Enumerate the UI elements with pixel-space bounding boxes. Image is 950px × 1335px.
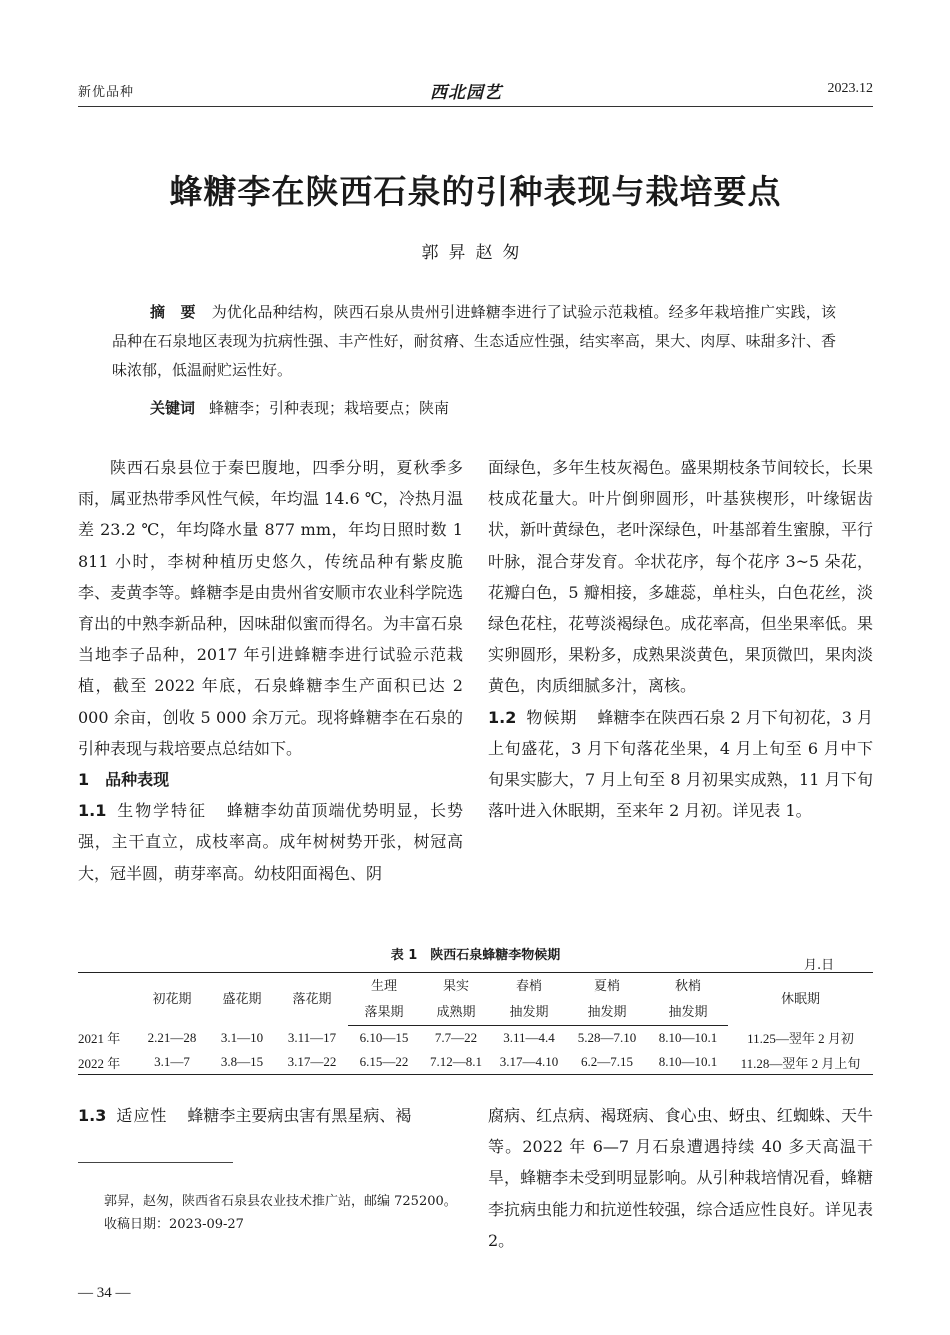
- table-header-autumn-shoot-2: 抽发期: [648, 999, 728, 1026]
- subsection-1-1: [78, 795, 463, 889]
- subsection-1-2-text: 蜂糖李在陕西石泉 2 月下旬初花，3 月上旬盛花，3 月下旬落花坐果，4 月上旬至 6 月中下旬果实膨大，7 月上旬至 8 月初果实成熟，11 月下旬落叶进入休眠期，至来年 2 月初。详见表 1。: [488, 707, 873, 821]
- table-header-summer-shoot-1: 夏梢: [566, 973, 648, 1000]
- table-cell: 11.25—翌年 2 月初: [747, 1031, 854, 1047]
- keywords-label: 关键词: [150, 399, 196, 417]
- table-cell: 2.21—28: [147, 1029, 197, 1045]
- table-header-full-bloom: 盛花期: [208, 973, 276, 1026]
- table-header-year: [78, 973, 136, 1026]
- table-unit: 月.日: [804, 958, 835, 973]
- table-cell: 3.17—4.10: [492, 1050, 566, 1075]
- table-header-autumn-shoot-1: 秋梢: [648, 973, 728, 1000]
- article-title: 蜂糖李在陕西石泉的引种表现与栽培要点: [169, 172, 782, 211]
- intro-paragraph: 陕西石泉县位于秦巴腹地，四季分明，夏秋季多雨，属亚热带季风性气候，年均温 14.6 ℃，冷热月温差 23.2 ℃，年均降水量 877 mm，年均日照时数 1 811 小时，李树种植历史悠久，传统品种有紫皮脆李、麦黄李等。蜂糖李是由贵州省安顺市农业科学院选育出的中熟李新品种，因味甜似蜜而得名。为丰富石泉当地李子品种，2017 年引进蜂糖李进行试验示范栽植，截至 2022 年底，石泉蜂糖李生产面积已达 2 000 余亩，创收 5 000 余万元。现将蜂糖李在石泉的引种表现与栽培要点总结如下。: [78, 458, 463, 758]
- table-cell: 3.8—15: [208, 1050, 276, 1075]
- body-column-left: [78, 452, 463, 889]
- subsection-1-1-continued: 面绿色，多年生枝灰褐色。盛果期枝条节间较长，长果枝成花量大。叶片倒卵圆形，叶基狭楔形，叶缘锯齿状，新叶黄绿色，老叶深绿色，叶基部着生蜜腺，平行叶脉，混合芽发育。伞状花序，每个花序 3~5 朵花，花瓣白色，5 瓣相接，多雄蕊，单柱头，白色花丝，淡绿色花柱，花萼淡褐绿色。成花率高，但坐果率低。果实卵圆形，果粉多，成熟果淡黄色，果顶微凹，果肉淡黄色，肉质细腻多汁，离核。: [488, 458, 873, 696]
- subsection-1-3-text: 蜂糖李主要病虫害有黑星病、褐: [187, 1106, 412, 1125]
- footnote-received: 收稿日期：2023-09-27: [104, 1217, 244, 1232]
- body-column-right: [488, 452, 873, 826]
- table-cell: 5.28—7.10: [577, 1030, 637, 1045]
- subsection-1-2-number: 1.2: [488, 707, 517, 727]
- keywords-text: 蜂糖李；引种表现；栽培要点；陕南: [209, 399, 450, 417]
- table-header-first-bloom: 初花期: [136, 973, 208, 1026]
- phenology-table: [78, 972, 873, 1075]
- table-cell: 8.10—10.1: [648, 1050, 728, 1075]
- table-cell: 2021 年: [78, 1031, 121, 1047]
- table-row: [78, 1026, 873, 1051]
- table-cell: 2022 年: [78, 1050, 136, 1075]
- table-header-spring-shoot-1: 春梢: [492, 973, 566, 1000]
- footnote: [78, 1190, 463, 1236]
- table-header-ripening-2: 成熟期: [420, 999, 492, 1026]
- table-cell: 11.28—翌年 2 月上旬: [728, 1050, 873, 1075]
- journal-logo: 西北园艺: [430, 83, 502, 103]
- table-cell: 6.15—22: [348, 1050, 420, 1075]
- footnote-author: 郭昇，赵匆，陕西省石泉县农业技术推广站，邮编 725200。: [104, 1194, 457, 1209]
- table-header-spring-shoot-2: 抽发期: [492, 999, 566, 1026]
- table-header-fruit-drop-2: 落果期: [348, 999, 420, 1026]
- subsection-1-2: [488, 702, 873, 827]
- section-heading-1: 1 品种表现: [78, 770, 170, 790]
- page-number: — 34 —: [78, 1285, 131, 1301]
- footnote-rule: [78, 1162, 233, 1163]
- table-cell: 3.1—7: [136, 1050, 208, 1075]
- abstract-text: 为优化品种结构，陕西石泉从贵州引进蜂糖李进行了试验示范栽植。经多年栽培推广实践，该品种在石泉地区表现为抗病性强、丰产性好，耐贫瘠、生态适应性强，结实率高，果大、肉厚、味甜多汁、香味浓郁，低温耐贮运性好。: [112, 303, 836, 379]
- table-cell: 3.11—17: [287, 1029, 337, 1045]
- subsection-1-1-text: 蜂糖李幼苗顶端优势明显，长势强，主干直立，成枝率高。成年树树势开张，树冠高大，冠半圆，萌芽率高。幼枝阳面褐色、阴: [78, 801, 463, 883]
- running-header: [78, 78, 873, 102]
- subsection-1-1-number: 1.1: [78, 801, 107, 821]
- body-column-left-lower: [78, 1100, 463, 1131]
- header-rule: [78, 106, 873, 107]
- table-caption: 表 1 陕西石泉蜂糖李物候期: [390, 948, 561, 963]
- table-cell: 6.2—7.15: [566, 1050, 648, 1075]
- table-cell: 7.12—8.1: [420, 1050, 492, 1075]
- table-header-fruit-drop-1: 生理: [348, 973, 420, 1000]
- table-header-ripening-1: 果实: [420, 973, 492, 1000]
- abstract-label: 摘 要: [150, 303, 196, 321]
- table-header-dormancy: 休眠期: [728, 973, 873, 1026]
- table-row: [78, 1050, 873, 1075]
- table-cell: 6.10—15: [359, 1030, 409, 1045]
- keywords: [112, 394, 836, 423]
- article-authors: 郭昇赵匆: [421, 243, 530, 263]
- table-cell: 8.10—10.1: [658, 1030, 718, 1045]
- table-cell: 7.7—22: [434, 1030, 478, 1045]
- table-header-summer-shoot-2: 抽发期: [566, 999, 648, 1026]
- subsection-1-1-title: 生物学特征: [116, 801, 207, 821]
- table-header-petal-fall: 落花期: [276, 973, 348, 1026]
- table-cell: 3.17—22: [276, 1050, 348, 1075]
- header-section: 新优品种: [78, 85, 135, 100]
- abstract: [112, 298, 836, 385]
- table-cell: 3.11—4.4: [503, 1030, 555, 1045]
- subsection-1-2-title: 物候期: [526, 707, 578, 727]
- subsection-1-3-continued: 腐病、红点病、褐斑病、食心虫、蚜虫、红蜘蛛、天牛等。2022 年 6—7 月石泉遭遇持续 40 多天高温干旱，蜂糖李未受到明显影响。从引种栽培情况看，蜂糖李抗病虫能力和抗逆性较强，综合适应性良好。详见表 2。: [488, 1106, 873, 1250]
- body-column-right-lower: [488, 1100, 873, 1256]
- table-cell: 3.1—10: [220, 1029, 264, 1045]
- subsection-1-3-number: 1.3: [78, 1106, 107, 1125]
- header-issue: 2023.12: [827, 81, 873, 96]
- subsection-1-3-title: 适应性: [116, 1106, 168, 1125]
- subsection-1-3: [78, 1100, 463, 1131]
